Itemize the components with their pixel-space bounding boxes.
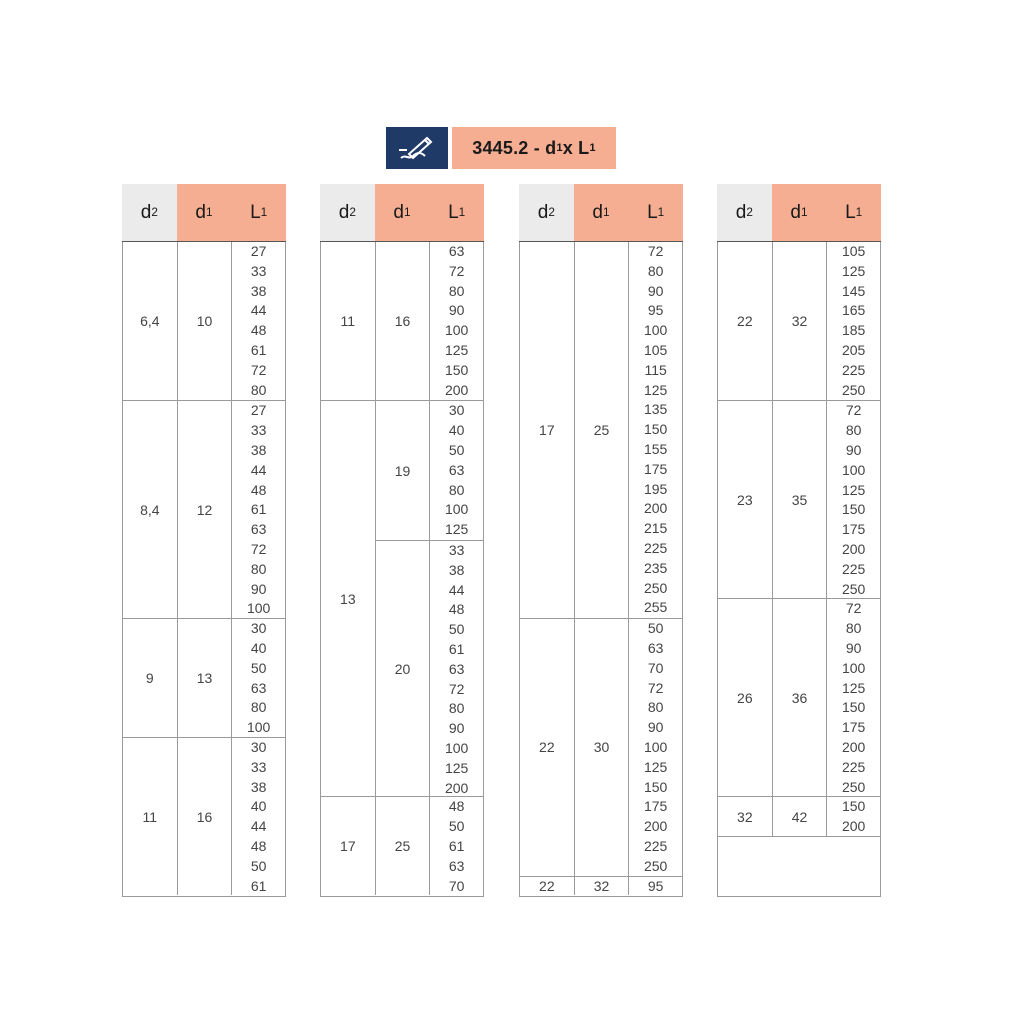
d1-value: 42 [773,797,828,836]
l1-value: 100 [246,719,271,736]
l1-values [232,619,285,737]
l1-value: 50 [250,659,267,676]
l1-value: 72 [448,680,465,697]
l1-values [430,242,483,400]
header-d2: d 2 [320,184,375,241]
table-row [123,400,285,618]
header-d1: d 1 [772,184,827,241]
l1-value: 135 [643,401,668,418]
l1-value: 48 [448,601,465,618]
pen-writing-icon [386,127,448,169]
l1-value: 63 [448,660,465,677]
table-row [321,242,483,400]
sub-row [376,540,483,797]
header-d2: d 2 [122,184,177,241]
l1-value: 200 [643,500,668,517]
l1-value: 30 [250,620,267,637]
l1-value: 50 [448,818,465,835]
l1-value: 72 [647,243,664,259]
l1-value: 175 [643,798,668,815]
dimension-table [717,184,881,897]
d1-value: 25 [376,797,431,895]
l1-value: 125 [643,758,668,775]
l1-values [629,877,682,896]
l1-value: 225 [643,837,668,854]
l1-value: 27 [250,402,267,419]
l1-value: 100 [246,600,271,617]
l1-value: 38 [448,561,465,578]
table-row [321,400,483,796]
l1-value: 200 [841,540,866,557]
d1-value: 10 [178,242,233,400]
table-body [519,242,683,897]
l1-value: 255 [643,599,668,616]
l1-values [430,797,483,895]
d1-value: 32 [575,877,630,896]
l1-value: 175 [841,521,866,538]
table-body [320,242,484,897]
d2-value: 22 [718,242,773,400]
l1-value: 38 [250,778,267,795]
l1-value: 100 [444,322,469,339]
l1-value: 33 [250,262,267,279]
d2-value: 23 [718,401,773,598]
l1-value: 225 [841,758,866,775]
table-row [718,598,880,796]
header-l1: L 1 [826,184,881,241]
table-body [122,242,286,897]
l1-value: 63 [250,679,267,696]
d2-value: 11 [321,242,376,400]
l1-value: 250 [643,579,668,596]
l1-values [827,599,880,796]
l1-value: 125 [444,759,469,776]
l1-values [232,401,285,618]
table-row [321,796,483,895]
l1-value: 115 [644,361,667,378]
l1-value: 72 [845,600,862,617]
l1-value: 61 [448,837,465,854]
l1-value: 215 [643,520,668,537]
l1-value: 48 [250,837,267,854]
l1-value: 70 [448,877,465,894]
d1-value: 19 [376,401,431,540]
l1-value: 150 [841,501,866,518]
l1-value: 40 [448,422,465,439]
l1-value: 250 [841,580,866,597]
d1-value: 32 [773,242,828,400]
l1-value: 90 [647,719,664,736]
table-header [122,184,286,242]
l1-values [232,738,285,895]
l1-value: 225 [643,539,668,556]
l1-value: 90 [647,282,664,299]
d1-value: 16 [178,738,233,895]
table-row [520,876,682,896]
l1-values [629,242,682,618]
l1-value: 165 [841,302,866,319]
d1-value: 35 [773,401,828,598]
l1-value: 195 [643,480,668,497]
l1-value: 72 [250,540,267,557]
l1-value: 80 [845,620,862,637]
header-l1: L 1 [231,184,286,241]
l1-value: 150 [643,421,668,438]
l1-value: 95 [647,877,664,894]
table-row [520,242,682,618]
l1-value: 90 [250,580,267,597]
l1-value: 125 [643,381,668,398]
l1-value: 40 [250,798,267,815]
l1-value: 250 [841,778,866,795]
l1-value: 90 [845,441,862,458]
l1-value: 80 [250,699,267,716]
d2-value: 26 [718,599,773,796]
d1-value: 12 [178,401,233,618]
l1-value: 38 [250,441,267,458]
l1-value: 150 [444,361,469,378]
d2-value: 11 [123,738,178,895]
l1-value: 80 [845,422,862,439]
l1-value: 175 [841,719,866,736]
table-row [520,618,682,875]
table-body [717,242,881,897]
table-row [123,737,285,895]
l1-value: 100 [841,461,866,478]
d2-value: 22 [520,877,575,896]
header-d2: d 2 [717,184,772,241]
l1-value: 155 [643,440,668,457]
l1-values [232,242,285,400]
l1-value: 50 [448,621,465,638]
l1-value: 100 [841,659,866,676]
header-d1: d 1 [177,184,232,241]
table-header [717,184,881,242]
l1-value: 63 [448,461,465,478]
l1-values [430,401,483,540]
l1-value: 200 [841,738,866,755]
l1-value: 105 [841,243,866,259]
l1-values [827,401,880,598]
title-block [386,127,616,169]
table-row [123,242,285,400]
l1-values [827,242,880,400]
l1-value: 125 [841,262,866,279]
d2-value: 32 [718,797,773,836]
l1-value: 30 [250,739,267,755]
l1-value: 100 [643,322,668,339]
sub-row [376,401,483,540]
l1-value: 40 [250,639,267,656]
l1-value: 61 [250,341,267,358]
header-l1: L 1 [429,184,484,241]
d1-value: 13 [178,619,233,737]
d1-value: 30 [575,619,630,875]
l1-value: 50 [448,441,465,458]
l1-value: 235 [643,559,668,576]
d2-value: 6,4 [123,242,178,400]
dimension-table [519,184,683,897]
l1-value: 80 [647,699,664,716]
l1-value: 48 [250,481,267,498]
l1-value: 50 [647,620,664,637]
l1-value: 250 [841,381,866,398]
l1-value: 63 [250,521,267,538]
d1-value: 25 [575,242,630,618]
d1-value: 16 [376,242,431,400]
table-header [519,184,683,242]
l1-value: 125 [841,679,866,696]
l1-value: 150 [841,699,866,716]
l1-value: 44 [250,818,267,835]
l1-value: 44 [448,581,465,598]
l1-value: 205 [841,341,866,358]
l1-value: 150 [643,778,668,795]
l1-value: 185 [841,322,866,339]
l1-value: 225 [841,361,866,378]
header-d2: d 2 [519,184,574,241]
l1-value: 90 [845,639,862,656]
l1-value: 200 [643,818,668,835]
table-header [320,184,484,242]
d1-value: 36 [773,599,828,796]
l1-value: 33 [250,758,267,775]
page-title: 3445.2 - d 1 x L 1 [452,127,616,169]
dimension-table [122,184,286,897]
l1-values [629,619,682,875]
l1-value: 61 [448,640,465,657]
l1-value: 100 [643,738,668,755]
l1-value: 72 [647,679,664,696]
d2-value: 9 [123,619,178,737]
l1-value: 30 [448,402,465,419]
l1-value: 100 [444,739,469,756]
l1-value: 90 [448,302,465,319]
l1-value: 125 [444,521,469,538]
l1-value: 125 [444,341,469,358]
l1-value: 63 [448,857,465,874]
l1-value: 61 [250,501,267,518]
l1-value: 80 [250,560,267,577]
l1-value: 145 [841,282,866,299]
l1-value: 61 [250,877,267,894]
d2-value: 17 [520,242,575,618]
l1-value: 80 [448,282,465,299]
header-d1: d 1 [375,184,430,241]
l1-value: 48 [250,322,267,339]
l1-value: 200 [444,779,469,796]
table-row [123,618,285,737]
l1-value: 80 [647,262,664,279]
l1-value: 105 [643,341,668,358]
empty-row [718,836,880,837]
dimension-table [320,184,484,897]
l1-value: 72 [250,361,267,378]
d2-value: 13 [321,401,376,796]
l1-values [827,797,880,836]
l1-value: 90 [448,720,465,737]
table-row [718,796,880,836]
d1-value: 20 [376,541,431,797]
l1-value: 63 [647,639,664,656]
header-d1: d 1 [574,184,629,241]
d2-value: 22 [520,619,575,875]
table-row [718,400,880,598]
l1-value: 95 [647,302,664,319]
l1-value: 100 [444,501,469,518]
l1-value: 80 [448,481,465,498]
l1-value: 200 [444,381,469,398]
l1-value: 44 [250,302,267,319]
l1-value: 175 [643,460,668,477]
l1-value: 63 [448,243,465,259]
l1-value: 33 [250,422,267,439]
l1-value: 250 [643,857,668,874]
d2-value: 8,4 [123,401,178,618]
l1-value: 70 [647,659,664,676]
l1-value: 33 [448,541,465,558]
l1-value: 200 [841,818,866,835]
l1-value: 225 [841,560,866,577]
l1-value: 80 [250,381,267,398]
l1-value: 72 [448,262,465,279]
l1-value: 27 [250,243,267,259]
l1-value: 44 [250,461,267,478]
l1-value: 150 [841,798,866,815]
l1-values [430,541,483,797]
table-row [718,242,880,400]
header-l1: L 1 [628,184,683,241]
l1-value: 125 [841,481,866,498]
l1-value: 72 [845,402,862,419]
l1-value: 38 [250,282,267,299]
l1-value: 48 [448,798,465,815]
l1-value: 50 [250,857,267,874]
l1-value: 80 [448,700,465,717]
d2-value: 17 [321,797,376,895]
